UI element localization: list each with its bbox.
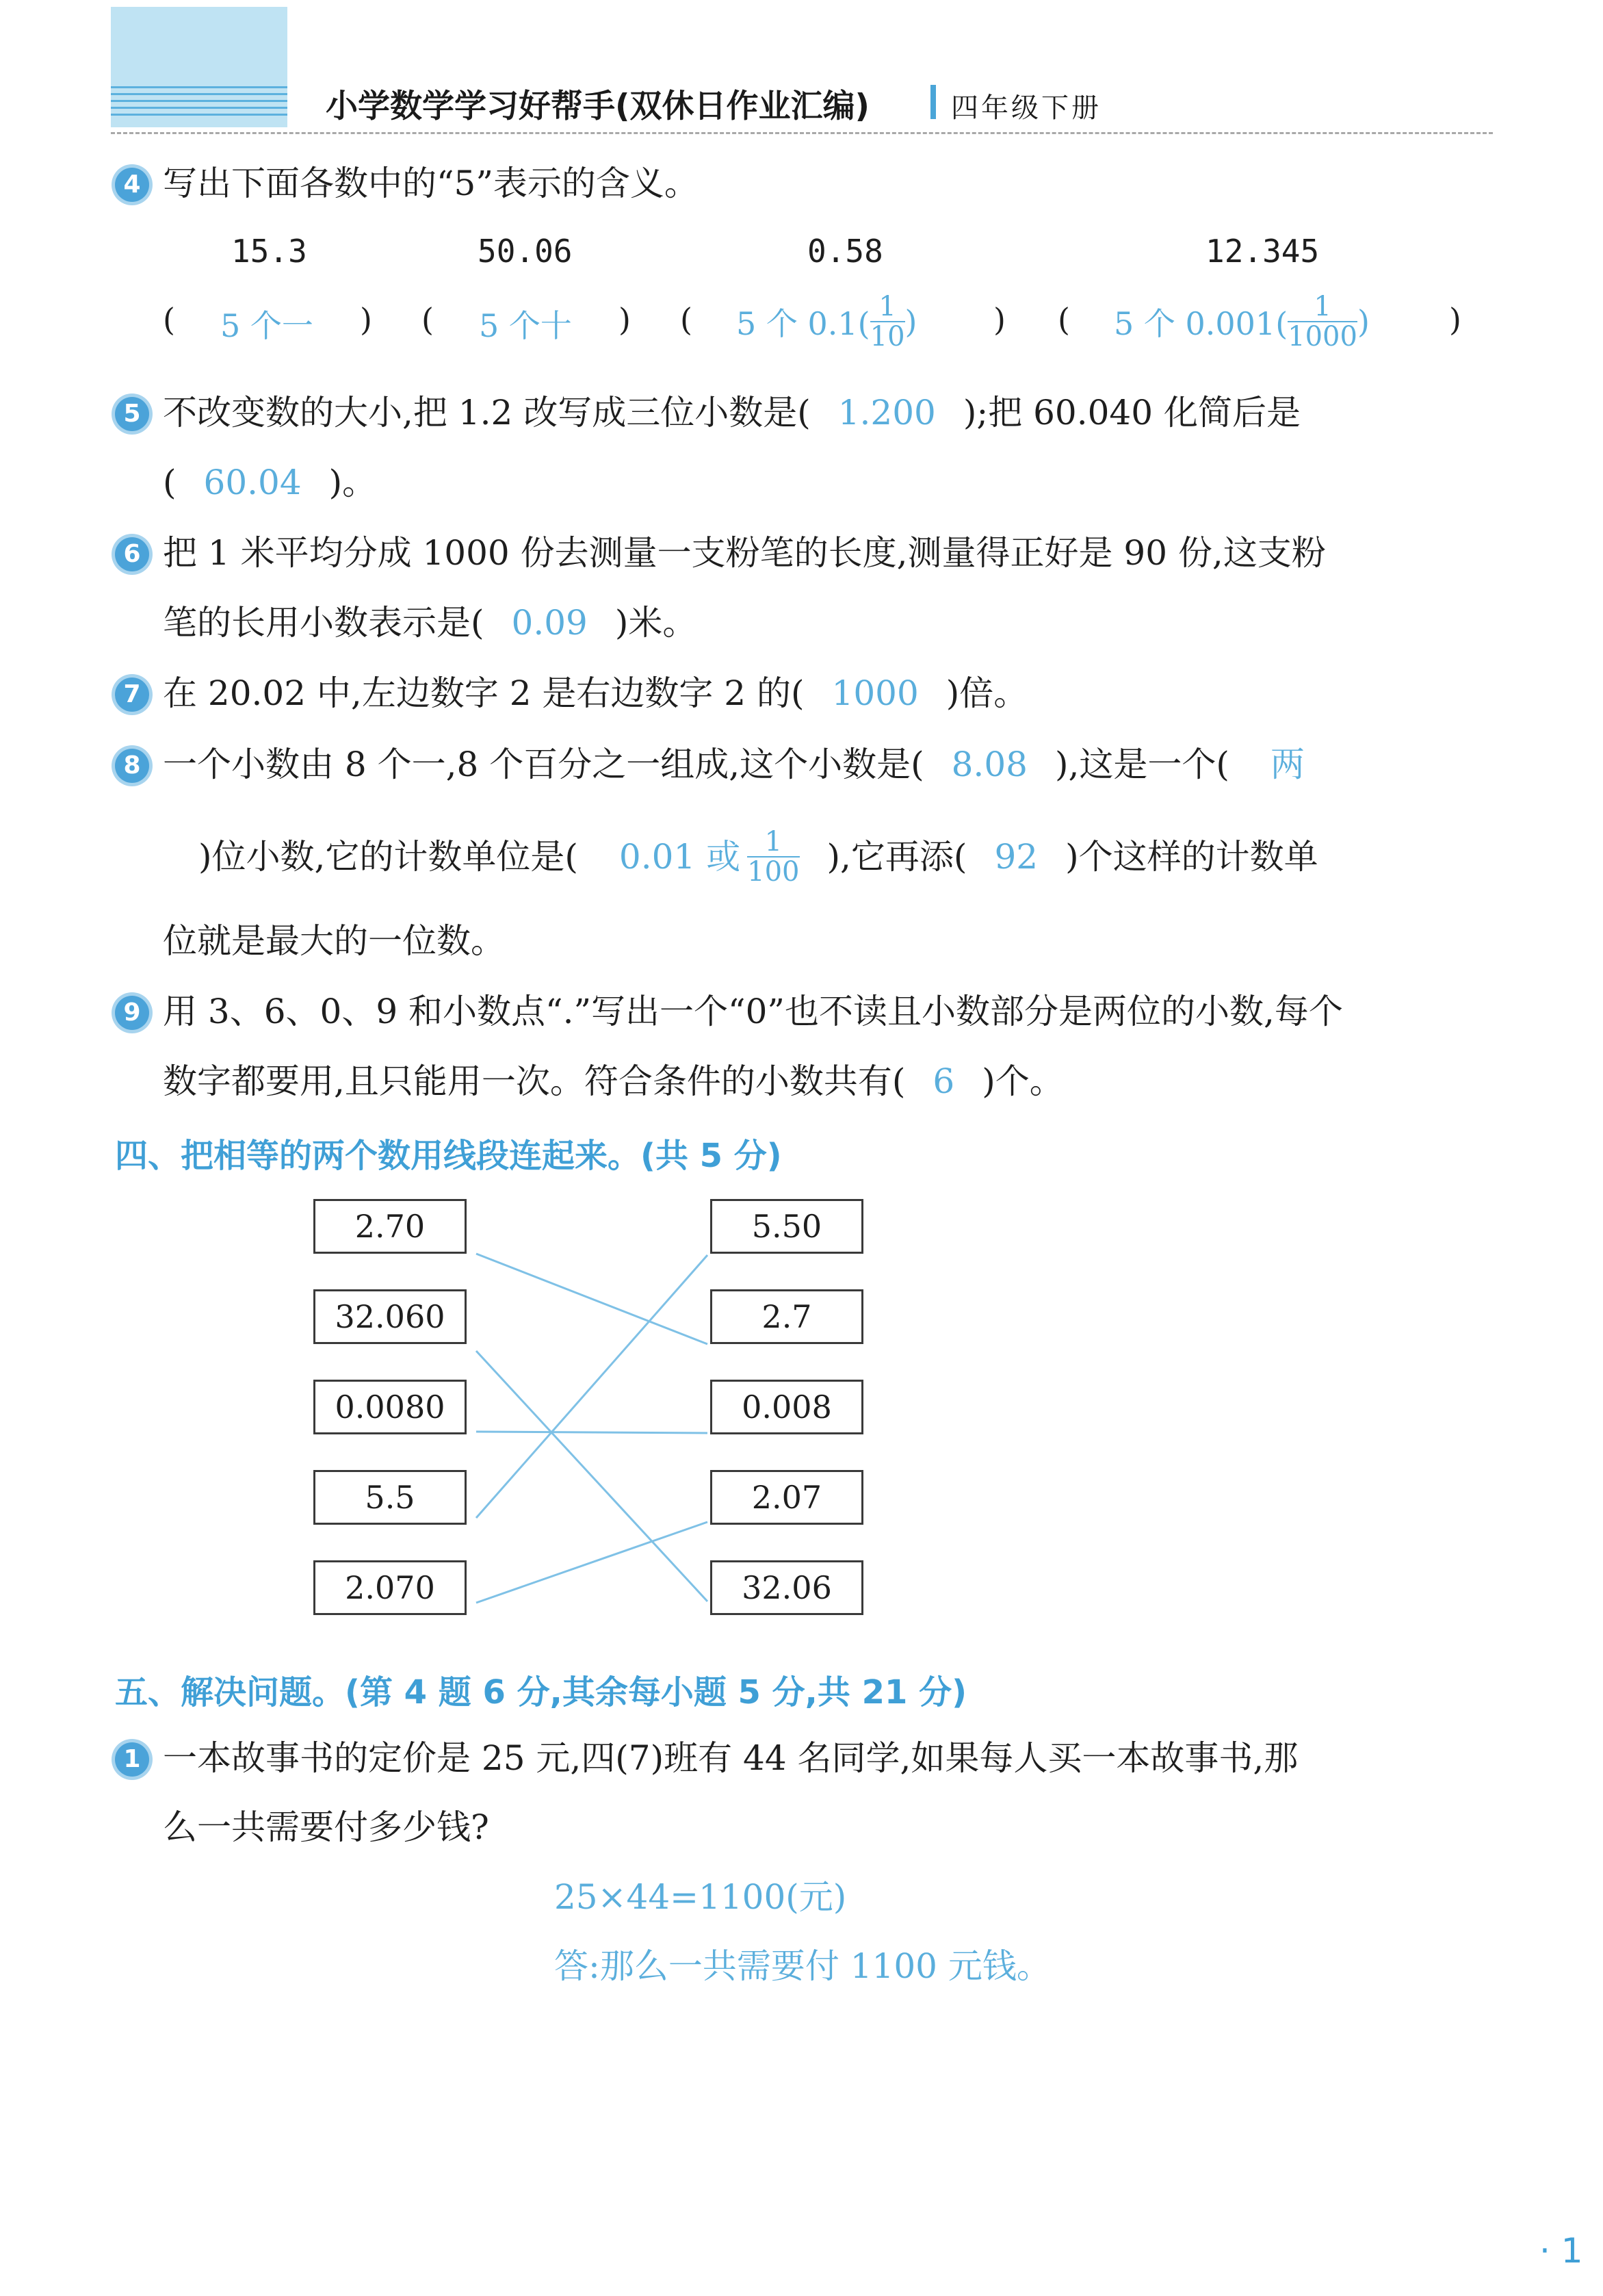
q8-text-b: ),这是一个( [1054,745,1229,784]
q8-answer-1: 8.08 [951,745,1028,784]
q6-line1: 把 1 米平均分成 1000 份去测量一支粉笔的长度,测量得正好是 90 份,这支粉 [163,533,1326,573]
match-right-box[interactable]: 5.50 [710,1199,863,1254]
q9-text-b: )个。 [982,1061,1064,1101]
s5-q1-calculation: 25×44=1100(元) [554,1877,847,1917]
match-left-box[interactable]: 5.5 [313,1470,467,1525]
q7-text-a: 在 20.02 中,左边数字 2 是右边数字 2 的( [163,673,805,713]
match-line [476,1351,707,1601]
match-line [476,1255,707,1518]
fraction-numerator: 1 [870,292,905,322]
q6-text-b: )米。 [614,603,697,643]
page-number: · 1 [1539,2231,1583,2271]
q4-number-4: 12.345 [1205,233,1320,270]
q8-text-a: 一个小数由 8 个一,8 个百分之一组成,这个小数是( [163,745,924,784]
q6-answer: 0.09 [511,603,588,643]
q4-answer-4-suffix: ) [1357,303,1370,340]
s5-q1-line2: 么一共需要付多少钱? [163,1807,489,1847]
q4-answer-2: 5 个十 [479,307,572,344]
question-badge-6: 6 [115,537,149,571]
question-badge-5: 5 [115,397,149,431]
paren-open: ( [163,301,175,338]
paren-close: ) [993,301,1006,338]
q4-number-3: 0.58 [807,233,883,270]
q8-answer-4: 92 [994,837,1039,877]
q5-text-c: ( [163,463,177,502]
match-right-box[interactable]: 2.07 [710,1470,863,1525]
q4-answer-3-suffix: ) [904,303,917,340]
match-left-box[interactable]: 32.060 [313,1289,467,1344]
fraction-denominator: 10 [870,321,905,352]
header-title: 小学数学学习好帮手(双休日作业汇编) [326,88,870,125]
question-badge-7: 7 [115,678,149,712]
paren-open: ( [1058,301,1070,338]
paren-close: ) [618,301,631,338]
fraction-numerator: 1 [747,827,799,857]
fraction-denominator: 100 [747,856,800,888]
match-right-box[interactable]: 32.06 [710,1560,863,1615]
q5-text-d: )。 [328,463,377,502]
q4-number-2: 50.06 [478,233,573,270]
s5-q1-line1: 一本故事书的定价是 25 元,四(7)班有 44 名同学,如果每人买一本故事书,那 [163,1738,1299,1778]
match-right-box[interactable]: 2.7 [710,1289,863,1344]
paren-open: ( [421,301,434,338]
q8-text-d: ),它再添( [826,837,967,877]
match-right-box[interactable]: 0.008 [710,1380,863,1434]
q5-text-a: 不改变数的大小,把 1.2 改写成三位小数是( [163,393,811,433]
q9-text-a: 数字都要用,且只能用一次。符合条件的小数共有( [163,1061,906,1101]
q7-answer: 1000 [831,673,919,713]
match-left-box[interactable]: 0.0080 [313,1380,467,1434]
q4-answer-3-prefix: 5 个 0.1( [736,305,870,342]
question-badge-4: 4 [115,168,149,202]
match-line [476,1432,707,1433]
q9-answer: 6 [933,1061,955,1101]
q8-text-c: )位小数,它的计数单位是( [198,837,578,877]
match-line [476,1254,707,1344]
q5-text-b: );把 60.040 化简后是 [963,393,1301,433]
q6-text-a: 笔的长用小数表示是( [163,603,484,643]
paren-open: ( [680,301,692,338]
q8-answer-2: 两 [1270,745,1305,784]
header-grade: 四年级下册 [951,92,1102,124]
q4-text: 写出下面各数中的“5”表示的含义。 [163,164,699,203]
fraction-denominator: 1000 [1288,321,1357,352]
question-badge-9: 9 [115,996,149,1030]
q8-text-e: )个这样的计数单 [1065,837,1318,877]
q9-line1: 用 3、6、0、9 和小数点“.”写出一个“0”也不读且小数部分是两位的小数,每个 [163,992,1343,1031]
q7-text-b: )倍。 [946,673,1028,713]
q5-answer-1: 1.200 [837,393,936,433]
paren-close: ) [1449,301,1461,338]
match-left-box[interactable]: 2.070 [313,1560,467,1615]
question-badge-8: 8 [115,749,149,783]
q8-line3: 位就是最大的一位数。 [163,921,505,961]
paren-close: ) [360,301,372,338]
q4-answer-1: 5 个一 [220,307,313,344]
match-left-box[interactable]: 2.70 [313,1199,467,1254]
q4-number-1: 15.3 [231,233,307,270]
s5-q1-answer: 答:那么一共需要付 1100 元钱。 [554,1946,1051,1986]
fraction-numerator: 1 [1288,292,1357,322]
question-badge-1: 1 [115,1742,149,1777]
q4-answer-4-prefix: 5 个 0.001( [1114,305,1288,342]
q5-answer-2: 60.04 [203,463,302,502]
section-5-title: 五、解决问题。(第 4 题 6 分,其余每小题 5 分,共 21 分) [115,1673,967,1712]
section-4-title: 四、把相等的两个数用线段连起来。(共 5 分) [115,1137,782,1175]
q8-answer-3: 0.01 或 [618,837,741,877]
